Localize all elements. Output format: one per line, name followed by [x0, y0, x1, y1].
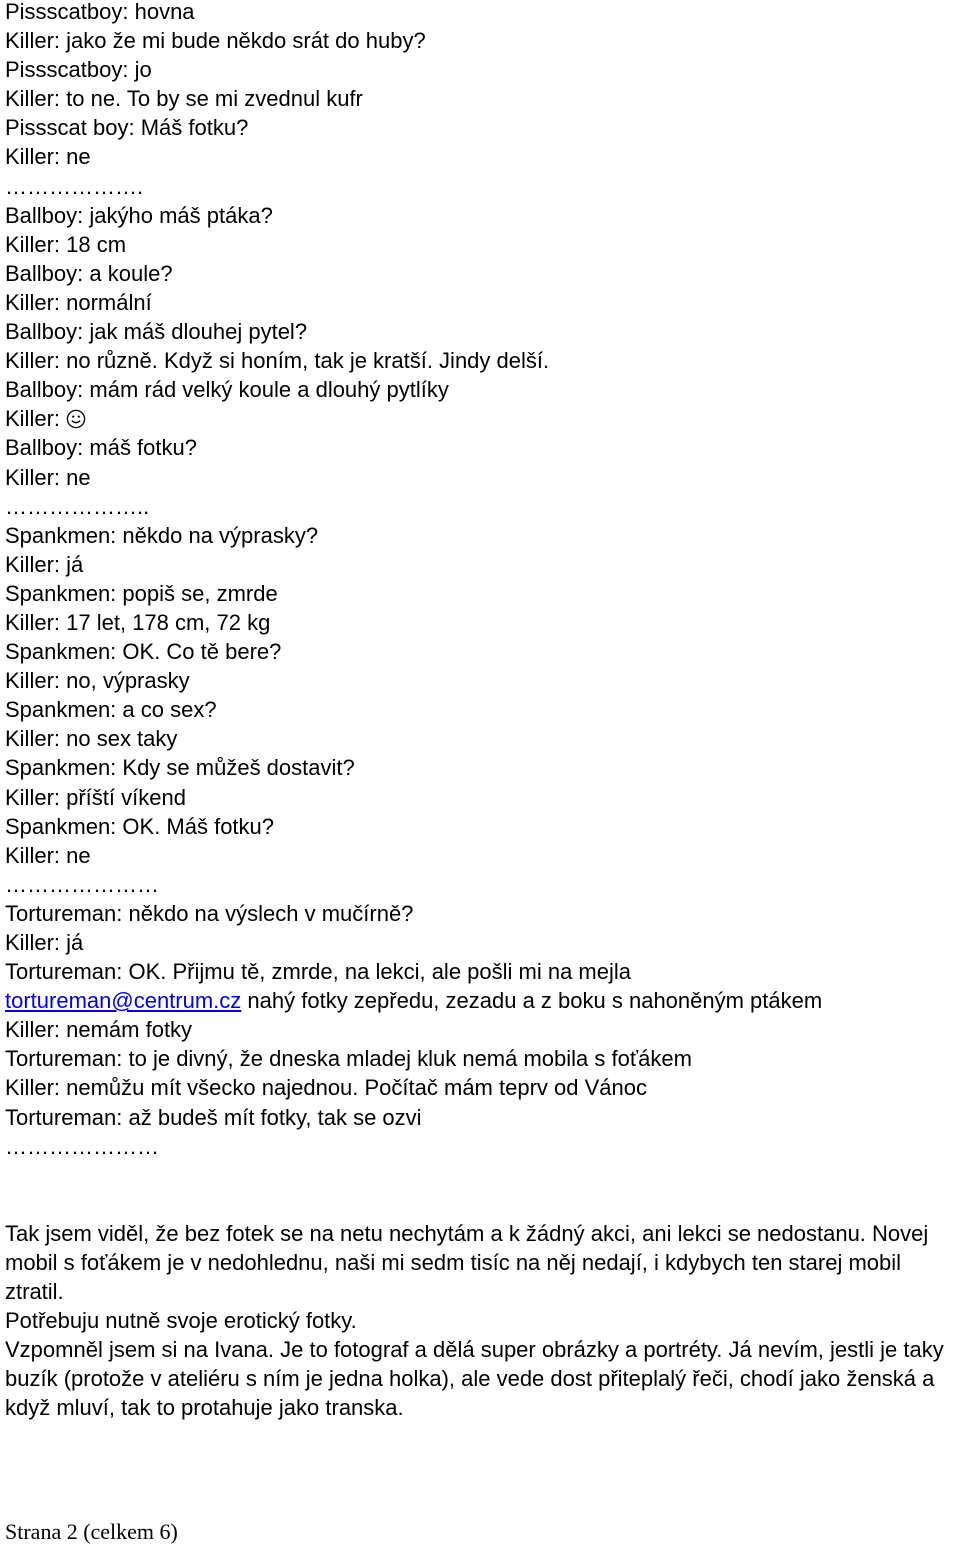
- chat-line: Ballboy: jakýho máš ptáka?: [5, 202, 273, 228]
- document-body: [5, 0, 957, 1422]
- paragraph-spacer: [5, 1161, 957, 1219]
- chat-line: Tortureman: OK. Přijmu tě, zmrde, na lekci, ale pošli mi na mejla: [5, 959, 632, 985]
- chat-block-2: [5, 521, 957, 1016]
- chat-line: Pissscatboy: hovna: [5, 0, 195, 24]
- chat-line: Tortureman: až budeš mít fotky, tak se ozvi: [5, 1104, 422, 1130]
- chat-line: Killer: 17 let, 178 cm, 72 kg: [5, 609, 271, 635]
- ellipsis-separator: ………………..: [5, 493, 150, 519]
- chat-line: Killer: no sex taky: [5, 726, 178, 752]
- narrative: [5, 1219, 957, 1423]
- chat-line: Killer: já: [5, 551, 84, 577]
- chat-line: Pissscat boy: Máš fotku?: [5, 115, 249, 141]
- chat-block-1: [5, 0, 957, 521]
- chat-line: Killer: já: [5, 930, 84, 955]
- chat-line-rest: nahý fotky zepředu, zezadu a z boku s nahoněným ptákem: [241, 988, 823, 1014]
- chat-line: Killer: ne: [5, 842, 91, 868]
- chat-line: Killer: nemůžu mít všecko najednou. Počítač mám teprv od Vánoc: [5, 1075, 647, 1101]
- chat-line: Ballboy: máš fotku?: [5, 435, 197, 461]
- chat-line: Killer: ne: [5, 144, 91, 170]
- ellipsis-separator: ……………….: [5, 173, 144, 199]
- email-link[interactable]: tortureman@centrum.cz: [5, 988, 242, 1014]
- chat-line: Spankmen: někdo na výprasky?: [5, 522, 319, 548]
- chat-line: Ballboy: mám rád velký koule a dlouhý pytlíky: [5, 377, 449, 403]
- chat-line: Pissscatboy: jo: [5, 57, 152, 83]
- page-footer: Strana 2 (celkem 6): [5, 1519, 178, 1544]
- chat-line-speaker: Killer:: [5, 406, 67, 432]
- chat-line: Killer: no různě. Když si honím, tak je kratší. Jindy delší.: [5, 348, 550, 374]
- chat-line: Killer: to ne. To by se mi zvednul kufr: [5, 86, 363, 112]
- chat-line: Ballboy: jak máš dlouhej pytel?: [5, 319, 308, 345]
- chat-line: Ballboy: a koule?: [5, 260, 173, 286]
- chat-line: Spankmen: popiš se, zmrde: [5, 580, 278, 606]
- chat-line: Killer: 18 cm: [5, 231, 127, 257]
- paragraph: Potřebuju nutně svoje erotický fotky.: [5, 1308, 357, 1334]
- ellipsis-separator: …………………: [5, 1133, 159, 1159]
- paragraph: Vzpomněl jsem si na Ivana. Je to fotograf a dělá super obrázky a portréty. Já nevím, jestli je taky buzík (protože v ateliéru s ním je jedna holka), ale vede dost přiteplalý řeči, chodí jako ženská a když mluví, tak to protahuje jako transka.: [5, 1337, 944, 1421]
- chat-block-3: [5, 1015, 957, 1160]
- chat-line: Killer: normální: [5, 289, 152, 315]
- chat-line: Tortureman: někdo na výslech v mučírně?: [5, 900, 414, 926]
- chat-line: Spankmen: Kdy se můžeš dostavit?: [5, 755, 355, 781]
- paragraph: Tak jsem viděl, že bez fotek se na netu nechytám a k žádný akci, ani lekci se nedostanu. Novej mobil s foťákem je v nedohlednu, naši mi sedm tisíc na něj nedají, i kdybych ten starej mobil ztratil.: [5, 1220, 929, 1304]
- smiley-face-icon: [66, 407, 86, 436]
- chat-line-email: [5, 986, 957, 1015]
- chat-line: Spankmen: OK. Co tě bere?: [5, 639, 282, 665]
- ellipsis-separator: …………………: [5, 871, 159, 897]
- chat-line: Killer: ne: [5, 464, 91, 490]
- chat-line: Killer: nemám fotky: [5, 1017, 193, 1043]
- chat-line: Tortureman: to je divný, že dneska mladej kluk nemá mobila s foťákem: [5, 1046, 692, 1072]
- chat-line: Spankmen: OK. Máš fotku?: [5, 813, 275, 839]
- chat-line-smiley: [5, 404, 957, 433]
- chat-line: Spankmen: a co sex?: [5, 697, 217, 723]
- chat-line: Killer: příští víkend: [5, 784, 186, 810]
- chat-line: Killer: jako že mi bude někdo srát do huby?: [5, 28, 426, 54]
- chat-line: Killer: no, výprasky: [5, 668, 190, 694]
